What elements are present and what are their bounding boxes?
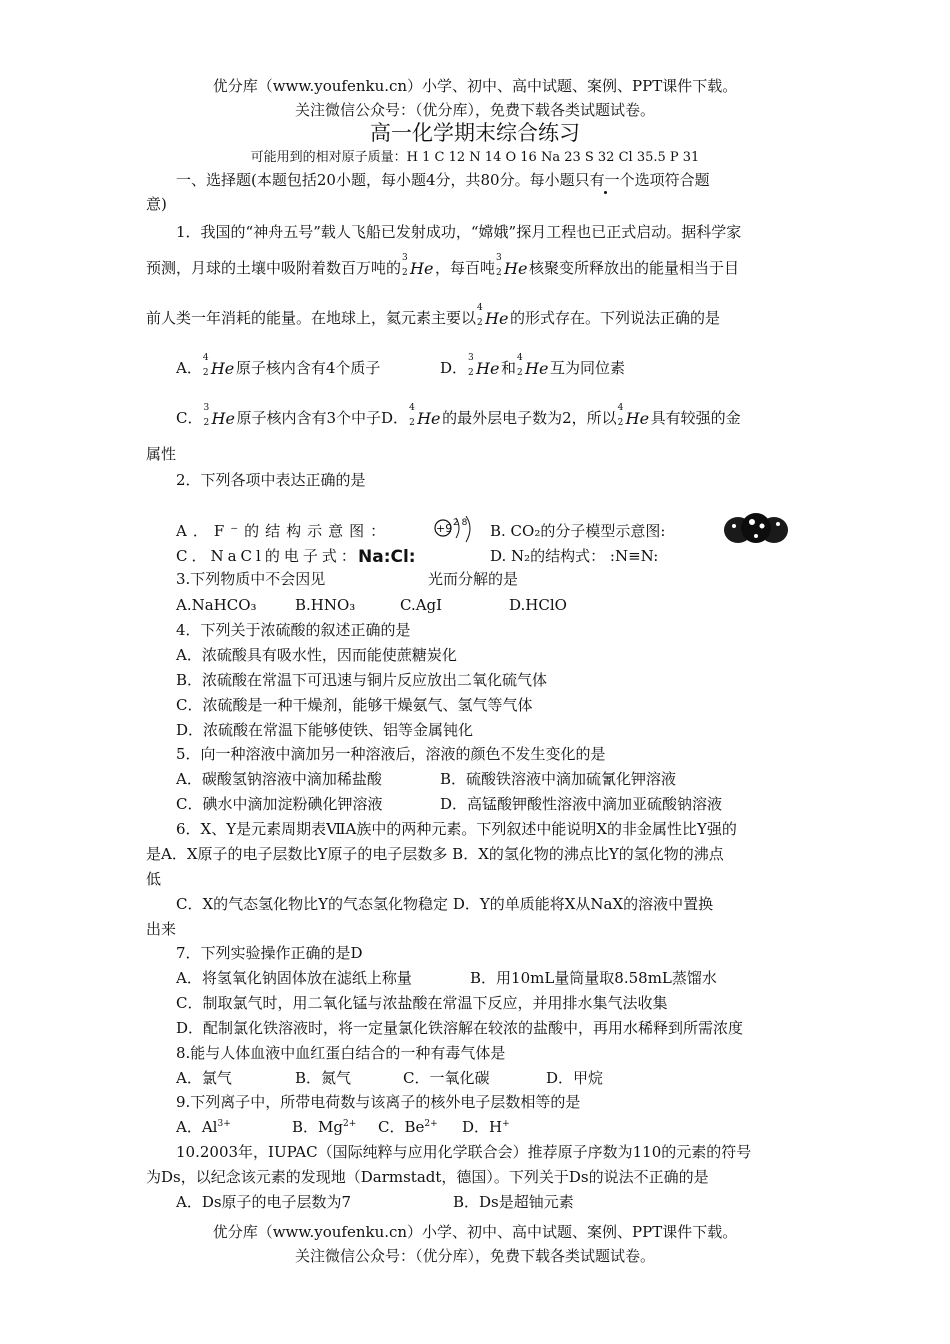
q4-option-c: C．浓硫酸是一种干燥剂，能够干燥氨气、氢气等气体: [176, 696, 533, 714]
q8-option-c: C．一氧化碳: [403, 1069, 490, 1087]
q1-l3b: 的形式存在。下列说法正确的是: [510, 309, 721, 327]
q9-stem: 9.下列离子中，所带电荷数与该离子的核外电子层数相等的是: [176, 1093, 581, 1111]
header-line-1: 优分库（www.youfenku.cn）小学、初中、高中试题、案例、PPT课件下载。: [212, 77, 738, 95]
shell-electrons: 2 8: [453, 518, 468, 528]
section-intro-emph: 只有一个: [574, 171, 635, 189]
q10-line-1: 10.2003年，IUPAC（国际纯粹与应用化学联合会）推荐原子序数为110的元素的符号: [176, 1143, 752, 1161]
q10-option-b: B．Ds是超铀元素: [453, 1193, 574, 1211]
q2-option-c: C．NaCl的电子式：: [176, 547, 360, 565]
q6-line-1: 6．X、Y是元素周期表ⅦA族中的两种元素。下列叙述中能说明X的非金属性比Y强的: [176, 820, 737, 838]
q2-option-a: A．F⁻的结构示意图：: [176, 522, 392, 540]
section-intro-b: 选项符合题: [634, 171, 710, 189]
q3-option-a: A.NaHCO₃: [176, 596, 257, 614]
fluoride-structure-diagram: [432, 514, 484, 548]
q10-option-a: A．Ds原子的电子层数为7: [176, 1193, 352, 1211]
q1-line-2: [146, 253, 810, 279]
he3-isotope: 3 2 He: [496, 253, 528, 278]
section-intro-a: 一、选择题(本题包括20小题，每小题4分，共80分。每小题: [176, 171, 575, 189]
q1-line-3: [146, 303, 810, 329]
q7-option-d: D．配制氯化铁溶液时，将一定量氯化铁溶解在较浓的盐酸中，再用水稀释到所需浓度: [176, 1019, 744, 1037]
q6-line-5: 出来: [146, 920, 177, 938]
q3-stem-b: 光而分解的是: [428, 570, 519, 588]
he4-isotope: 4 2 He: [409, 403, 441, 428]
he3-isotope: 3 2 He: [203, 403, 235, 428]
q1-line-1: 1．我国的“神舟五号”载人飞船已发射成功，“嫦娥”探月工程也已正式启动。据科学家: [176, 223, 742, 241]
q9-option-a: A．$Al^{3+}$: [176, 1118, 231, 1136]
q1-l2a: 预测，月球的土壤中吸附着数百万吨的: [146, 259, 402, 277]
q7-option-b: B．用10mL量筒量取8.58mL蒸馏水: [470, 969, 717, 987]
q7-option-a: A．将氢氧化钠固体放在滤纸上称量: [176, 969, 412, 987]
q3-option-d: D.HClO: [509, 596, 567, 614]
he3-isotope: 3 2 He: [468, 353, 500, 378]
q1-option-d: D． 3 2 He 和 4 2 He 互为同位素: [440, 353, 626, 378]
q4-option-a: A．浓硫酸具有吸水性，因而能使蔗糖炭化: [176, 646, 457, 664]
q8-option-a: A．氯气: [176, 1069, 232, 1087]
he4-isotope: 4 2 He: [517, 353, 549, 378]
q8-option-d: D．甲烷: [546, 1069, 604, 1087]
he4-isotope: 4 2 He: [477, 303, 509, 328]
q1-l2b: ，每百吨: [435, 259, 496, 277]
q2-option-d: D. N₂的结构式： :N≡N:: [490, 547, 659, 565]
nucleus-charge: +9: [436, 522, 453, 535]
q5-option-d: D．高锰酸钾酸性溶液中滴加亚硫酸钠溶液: [440, 795, 723, 813]
q10-line-2: 为Ds，以纪念该元素的发现地（Darmstadt，德国）。下列关于Ds的说法不正确的是: [146, 1168, 709, 1186]
co2-model-image: [722, 508, 790, 550]
footer-line-1: 优分库（www.youfenku.cn）小学、初中、高中试题、案例、PPT课件下载。: [212, 1223, 738, 1241]
q1-option-c-d: C． 3 2 He 原子核内含有3个中子D． 4 2 He 的最外层电子数为2，所以 4 2 He 具有较强的金: [176, 403, 741, 428]
q1-l2c: 核聚变所释放出的能量相当于目: [529, 259, 740, 277]
q8-stem: 8.能与人体血液中血红蛋白结合的一种有毒气体是: [176, 1044, 506, 1062]
q5-stem: 5．向一种溶液中滴加另一种溶液后，溶液的颜色不发生变化的是: [176, 745, 606, 763]
q8-option-b: B．氮气: [295, 1069, 352, 1087]
section-intro-c: 意): [146, 195, 167, 213]
q9-option-c: C．$Be^{2+}$: [378, 1118, 438, 1136]
q9-option-d: D．H+: [462, 1118, 510, 1136]
nacl-electron-formula: Na:Cl:: [358, 547, 416, 567]
q1-l3a: 前人类一年消耗的能量。在地球上，氦元素主要以: [146, 309, 477, 327]
q3-stem-a: 3.下列物质中不会因见: [176, 570, 326, 588]
q6-line-3: 低: [146, 870, 162, 888]
q2-stem: 2．下列各项中表达正确的是: [176, 471, 366, 489]
q1-line-last: 属性: [146, 445, 177, 463]
atomic-masses: 可能用到的相对原子质量：H 1 C 12 N 14 O 16 Na 23 S 32 Cl 35.5 P 31: [250, 150, 700, 165]
section-intro: [176, 170, 840, 190]
footer-line-2: 关注微信公众号：（优分库），免费下载各类试题试卷。: [294, 1247, 655, 1265]
q3-option-c: C.AgI: [400, 596, 443, 614]
header-line-2: 关注微信公众号：（优分库），免费下载各类试题试卷。: [294, 101, 655, 119]
carbon-atom: [741, 513, 771, 543]
q2-option-b: B. CO₂的分子模型示意图:: [490, 522, 666, 540]
q4-option-b: B．浓硫酸在常温下可迅速与铜片反应放出二氧化硫气体: [176, 671, 548, 689]
q4-stem: 4．下列关于浓硫酸的叙述正确的是: [176, 621, 411, 639]
he4-isotope: 4 2 He: [617, 403, 650, 428]
q5-option-c: C．碘水中滴加淀粉碘化钾溶液: [176, 795, 383, 813]
q4-option-d: D．浓硫酸在常温下能够使铁、铝等金属钝化: [176, 721, 474, 739]
q7-stem: 7．下列实验操作正确的是D: [176, 944, 363, 962]
q7-option-c: C．制取氯气时，用二氧化锰与浓盐酸在常温下反应，并用排水集气法收集: [176, 994, 668, 1012]
q3-option-b: B.HNO₃: [295, 596, 356, 614]
q6-line-4: C．X的气态氢化物比Y的气态氢化物稳定 D．Y的单质能将X从NaX的溶液中置换: [176, 895, 714, 913]
he3-isotope: 3 2 He: [402, 253, 434, 278]
q5-option-b: B．硫酸铁溶液中滴加硫氰化钾溶液: [440, 770, 677, 788]
he4-isotope: 4 2 He: [202, 353, 235, 378]
q9-option-b: B．$Mg^{2+}$: [292, 1118, 357, 1136]
q6-line-2: 是A．X原子的电子层数比Y原子的电子层数多 B．X的氢化物的沸点比Y的氢化物的沸点: [146, 845, 724, 863]
q1-option-a: A． 4 2 He 原子核内含有4个质子: [176, 353, 381, 378]
page-title: 高一化学期末综合练习: [370, 121, 580, 145]
q5-option-a: A．碳酸氢钠溶液中滴加稀盐酸: [176, 770, 382, 788]
